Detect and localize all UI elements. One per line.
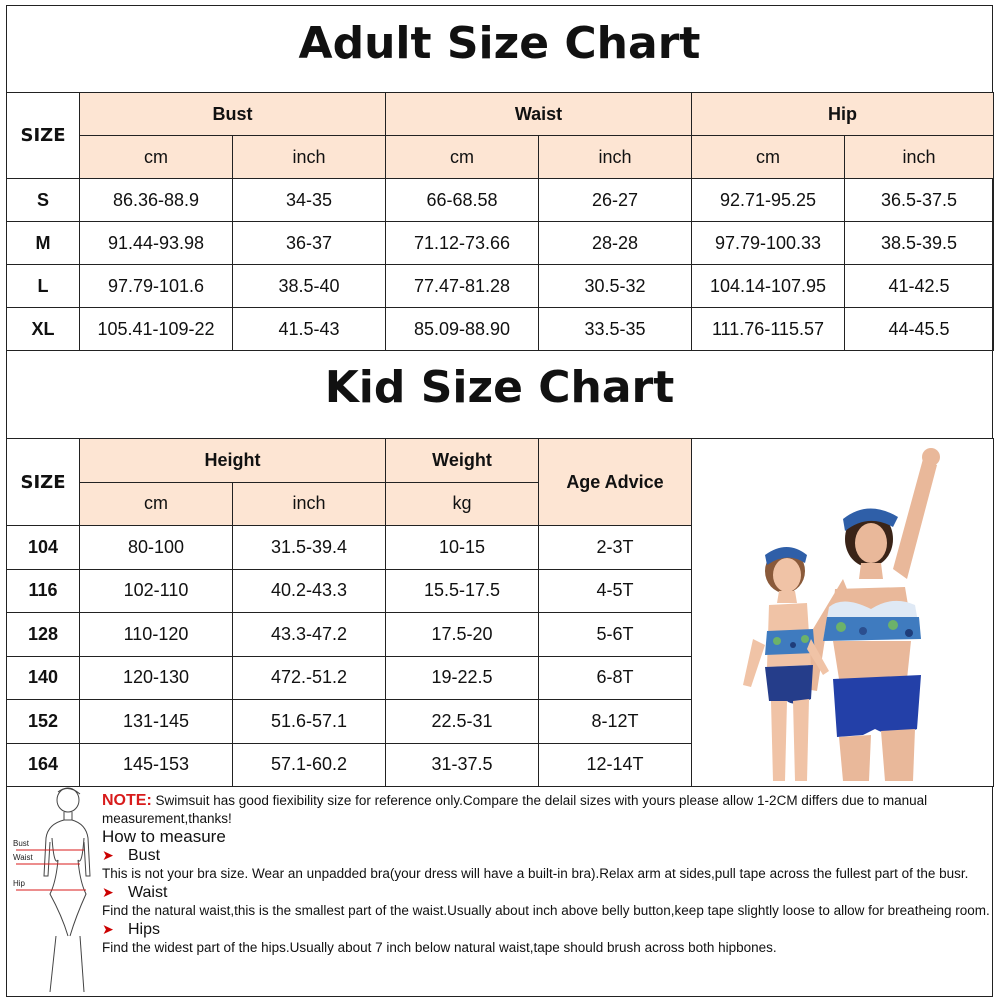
table-cell: 2-3T <box>539 526 692 570</box>
note-paragraph <box>102 792 992 828</box>
adult-hip-header: Hip <box>692 93 994 136</box>
table-row <box>7 265 994 308</box>
table-cell: 12-14T <box>539 743 692 787</box>
table-cell: 105.41-109-22 <box>80 308 233 351</box>
table-row <box>7 222 994 265</box>
figure-label-hip: Hip <box>13 879 26 888</box>
table-cell: 31-37.5 <box>386 743 539 787</box>
swimsuit-models-image <box>693 439 993 781</box>
kid-title: Kid Size Chart <box>324 362 675 413</box>
row-size-label: S <box>7 179 80 222</box>
measure-desc: This is not your bra size. Wear an unpadded bra(your dress will have a built-in bra).Relax arm at sides,pull tape across the fullest part of the busr. <box>102 866 969 881</box>
measure-item-title: Hips <box>128 921 161 938</box>
arrow-icon: ➤ <box>102 847 114 863</box>
unit-header: kg <box>386 482 539 526</box>
table-cell: 97.79-101.6 <box>80 265 233 308</box>
table-cell: 38.5-40 <box>233 265 386 308</box>
table-cell: 92.71-95.25 <box>692 179 845 222</box>
table-cell: 145-153 <box>80 743 233 787</box>
table-cell: 28-28 <box>539 222 692 265</box>
unit-header: cm <box>692 136 845 179</box>
table-cell: 34-35 <box>233 179 386 222</box>
table-cell: 6-8T <box>539 656 692 700</box>
table-cell: 86.36-88.9 <box>80 179 233 222</box>
kid-weight-header: Weight <box>386 439 539 483</box>
table-cell: 85.09-88.90 <box>386 308 539 351</box>
adult-bust-header: Bust <box>80 93 386 136</box>
table-cell: 15.5-17.5 <box>386 569 539 613</box>
row-size-label: 116 <box>7 569 80 613</box>
measure-desc: Find the natural waist,this is the smallest part of the waist.Usually about inch above belly button,keep tape slightly loose to allow for breatheing room. <box>102 903 990 918</box>
table-cell: 131-145 <box>80 700 233 744</box>
table-cell: 43.3-47.2 <box>233 613 386 657</box>
table-cell: 5-6T <box>539 613 692 657</box>
table-cell: 80-100 <box>80 526 233 570</box>
row-size-label: M <box>7 222 80 265</box>
table-cell: 41-42.5 <box>845 265 994 308</box>
unit-header: inch <box>233 482 386 526</box>
table-cell: 51.6-57.1 <box>233 700 386 744</box>
row-size-label: 152 <box>7 700 80 744</box>
table-cell: 91.44-93.98 <box>80 222 233 265</box>
table-cell: 71.12-73.66 <box>386 222 539 265</box>
how-to-measure-title: How to measure <box>102 827 226 846</box>
table-cell: 19-22.5 <box>386 656 539 700</box>
unit-header: inch <box>539 136 692 179</box>
row-size-label: 164 <box>7 743 80 787</box>
adult-size-table <box>6 92 994 351</box>
measure-item-bust <box>102 846 992 865</box>
note-text: Swimsuit has good fiexibility size for reference only.Compare the delail sizes with yours please allow 1-2CM differs due to manual measurement,thanks! <box>102 793 928 826</box>
unit-header: inch <box>233 136 386 179</box>
figure-label-waist: Waist <box>13 853 33 862</box>
table-cell: 38.5-39.5 <box>845 222 994 265</box>
row-size-label: 140 <box>7 656 80 700</box>
table-cell: 102-110 <box>80 569 233 613</box>
measure-item-title: Bust <box>128 847 161 864</box>
row-size-label: 104 <box>7 526 80 570</box>
arrow-icon: ➤ <box>102 921 114 937</box>
product-photo <box>692 439 994 787</box>
table-cell: 17.5-20 <box>386 613 539 657</box>
table-row <box>7 179 994 222</box>
unit-header: inch <box>845 136 994 179</box>
measure-item-waist <box>102 883 992 902</box>
table-cell: 66-68.58 <box>386 179 539 222</box>
table-cell: 77.47-81.28 <box>386 265 539 308</box>
row-size-label: 128 <box>7 613 80 657</box>
adult-waist-header: Waist <box>386 93 692 136</box>
measure-desc: Find the widest part of the hips.Usually about 7 inch below natural waist,tape should brush across both hipbones. <box>102 940 777 955</box>
table-cell: 31.5-39.4 <box>233 526 386 570</box>
table-cell: 30.5-32 <box>539 265 692 308</box>
table-cell: 33.5-35 <box>539 308 692 351</box>
measure-item-hips <box>102 920 992 939</box>
unit-header: cm <box>80 482 233 526</box>
table-row <box>7 308 994 351</box>
table-cell: 44-45.5 <box>845 308 994 351</box>
table-cell: 4-5T <box>539 569 692 613</box>
adult-size-header: SIZE <box>7 93 80 179</box>
table-cell: 111.76-115.57 <box>692 308 845 351</box>
row-size-label: L <box>7 265 80 308</box>
row-size-label: XL <box>7 308 80 351</box>
unit-header: cm <box>80 136 233 179</box>
table-cell: 8-12T <box>539 700 692 744</box>
table-cell: 26-27 <box>539 179 692 222</box>
kid-age-header: Age Advice <box>539 439 692 526</box>
kid-height-header: Height <box>80 439 386 483</box>
table-cell: 22.5-31 <box>386 700 539 744</box>
table-cell: 104.14-107.95 <box>692 265 845 308</box>
table-cell: 110-120 <box>80 613 233 657</box>
table-cell: 10-15 <box>386 526 539 570</box>
unit-header: cm <box>386 136 539 179</box>
table-cell: 57.1-60.2 <box>233 743 386 787</box>
measurement-figure <box>10 786 100 994</box>
table-cell: 472.-51.2 <box>233 656 386 700</box>
note-label: NOTE: <box>102 792 152 809</box>
table-cell: 36.5-37.5 <box>845 179 994 222</box>
table-cell: 120-130 <box>80 656 233 700</box>
measure-notes <box>102 792 992 957</box>
table-cell: 40.2-43.3 <box>233 569 386 613</box>
arrow-icon: ➤ <box>102 884 114 900</box>
adult-title: Adult Size Chart <box>298 18 701 69</box>
figure-label-bust: Bust <box>13 839 30 848</box>
kid-size-header: SIZE <box>7 439 80 526</box>
kid-size-table <box>6 438 994 787</box>
table-cell: 36-37 <box>233 222 386 265</box>
table-cell: 41.5-43 <box>233 308 386 351</box>
table-cell: 97.79-100.33 <box>692 222 845 265</box>
measure-item-title: Waist <box>128 884 168 901</box>
